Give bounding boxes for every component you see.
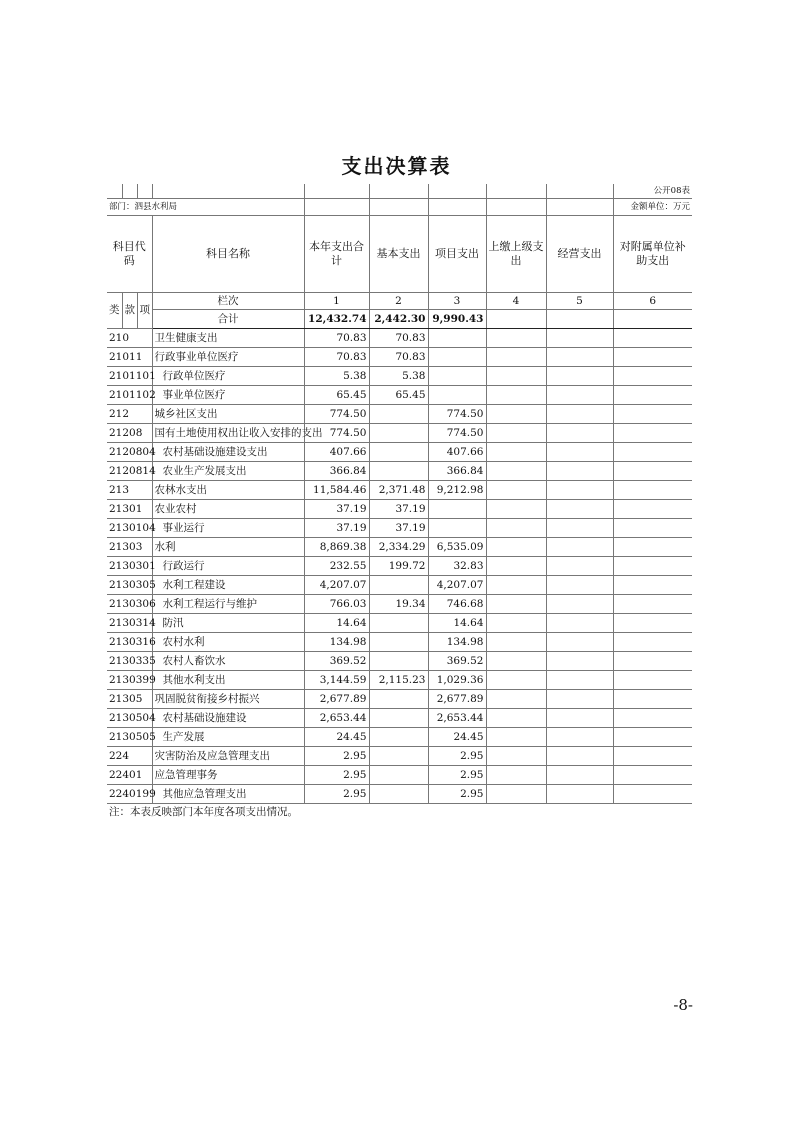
row-upper	[486, 652, 546, 671]
total-amount: 12,432.74	[304, 310, 369, 329]
row-project: 2,677.89	[428, 690, 486, 709]
form-code: 公开08表	[613, 184, 692, 199]
row-basic: 19.34	[369, 595, 428, 614]
row-subsidy	[613, 329, 692, 348]
row-upper	[486, 481, 546, 500]
row-name: 农林水支出	[152, 481, 304, 500]
row-name: 农村基础设施建设	[152, 709, 304, 728]
row-basic	[369, 728, 428, 747]
row-basic	[369, 633, 428, 652]
row-business	[546, 462, 613, 481]
row-subsidy	[613, 785, 692, 804]
row-name: 卫生健康支出	[152, 329, 304, 348]
row-upper	[486, 557, 546, 576]
row-upper	[486, 576, 546, 595]
row-subsidy	[613, 595, 692, 614]
row-business	[546, 728, 613, 747]
row-project	[428, 367, 486, 386]
total-label: 合计	[152, 310, 304, 329]
row-total: 14.64	[304, 614, 369, 633]
row-total: 24.45	[304, 728, 369, 747]
table-row	[107, 766, 692, 785]
row-code: 2130301	[107, 557, 152, 576]
row-business	[546, 424, 613, 443]
row-code: 2101101	[107, 367, 152, 386]
row-subsidy	[613, 766, 692, 785]
row-subsidy	[613, 576, 692, 595]
row-subsidy	[613, 348, 692, 367]
col-index-1: 1	[304, 293, 369, 310]
row-name: 应急管理事务	[152, 766, 304, 785]
header-subsidy: 对附属单位补助支出	[613, 216, 692, 293]
row-project: 14.64	[428, 614, 486, 633]
row-business	[546, 405, 613, 424]
table-note: 注：本表反映部门本年度各项支出情况。	[109, 806, 298, 818]
row-total: 65.45	[304, 386, 369, 405]
row-code: 2130314	[107, 614, 152, 633]
row-project: 32.83	[428, 557, 486, 576]
header-lei: 类	[107, 293, 122, 329]
row-project: 366.84	[428, 462, 486, 481]
table-row	[107, 652, 692, 671]
row-business	[546, 766, 613, 785]
row-upper	[486, 709, 546, 728]
row-subsidy	[613, 633, 692, 652]
row-basic	[369, 576, 428, 595]
row-project: 134.98	[428, 633, 486, 652]
table-row	[107, 519, 692, 538]
row-project: 4,207.07	[428, 576, 486, 595]
row-subsidy	[613, 652, 692, 671]
header-business: 经营支出	[546, 216, 613, 293]
row-basic	[369, 405, 428, 424]
row-name: 事业运行	[152, 519, 304, 538]
row-total: 774.50	[304, 424, 369, 443]
table-row	[107, 500, 692, 519]
row-business	[546, 614, 613, 633]
row-code: 21303	[107, 538, 152, 557]
page-number: -8-	[673, 996, 693, 1014]
row-code: 213	[107, 481, 152, 500]
row-basic	[369, 462, 428, 481]
row-subsidy	[613, 424, 692, 443]
row-total: 3,144.59	[304, 671, 369, 690]
row-basic	[369, 690, 428, 709]
expenditure-table	[107, 184, 692, 820]
header-code: 科目代码	[107, 216, 152, 293]
row-subsidy	[613, 481, 692, 500]
row-subsidy	[613, 747, 692, 766]
row-business	[546, 481, 613, 500]
header-upper: 上缴上级支出	[486, 216, 546, 293]
row-total: 232.55	[304, 557, 369, 576]
row-name: 水利	[152, 538, 304, 557]
row-basic: 65.45	[369, 386, 428, 405]
row-basic: 199.72	[369, 557, 428, 576]
row-name: 国有土地使用权出让收入安排的支出	[152, 424, 304, 443]
row-name: 水利工程建设	[152, 576, 304, 595]
row-basic	[369, 614, 428, 633]
page-title: 支出决算表	[341, 154, 452, 178]
row-code: 2130335	[107, 652, 152, 671]
row-name: 行政事业单位医疗	[152, 348, 304, 367]
row-project: 9,212.98	[428, 481, 486, 500]
table-row	[107, 614, 692, 633]
row-project: 774.50	[428, 405, 486, 424]
row-code: 2130305	[107, 576, 152, 595]
row-total: 2.95	[304, 785, 369, 804]
table-row	[107, 728, 692, 747]
row-project: 774.50	[428, 424, 486, 443]
row-upper	[486, 633, 546, 652]
row-basic	[369, 785, 428, 804]
table-row	[107, 348, 692, 367]
row-basic: 2,334.29	[369, 538, 428, 557]
row-project	[428, 348, 486, 367]
row-business	[546, 329, 613, 348]
table-row	[107, 367, 692, 386]
row-total: 70.83	[304, 348, 369, 367]
header-xiang: 项	[137, 293, 152, 329]
row-name: 生产发展	[152, 728, 304, 747]
row-project: 6,535.09	[428, 538, 486, 557]
row-upper	[486, 367, 546, 386]
row-upper	[486, 443, 546, 462]
row-total: 2,653.44	[304, 709, 369, 728]
table-row	[107, 709, 692, 728]
row-code: 2130306	[107, 595, 152, 614]
row-name: 农业生产发展支出	[152, 462, 304, 481]
row-subsidy	[613, 671, 692, 690]
row-upper	[486, 386, 546, 405]
row-business	[546, 595, 613, 614]
row-code: 21011	[107, 348, 152, 367]
row-code: 212	[107, 405, 152, 424]
row-business	[546, 709, 613, 728]
table-row	[107, 443, 692, 462]
row-project: 24.45	[428, 728, 486, 747]
row-basic	[369, 443, 428, 462]
row-code: 2130504	[107, 709, 152, 728]
row-total: 766.03	[304, 595, 369, 614]
row-code: 21305	[107, 690, 152, 709]
row-code: 21208	[107, 424, 152, 443]
row-basic: 5.38	[369, 367, 428, 386]
row-name: 灾害防治及应急管理支出	[152, 747, 304, 766]
col-index-5: 5	[546, 293, 613, 310]
row-subsidy	[613, 367, 692, 386]
row-name: 水利工程运行与维护	[152, 595, 304, 614]
row-code: 2101102	[107, 386, 152, 405]
row-subsidy	[613, 614, 692, 633]
row-business	[546, 747, 613, 766]
table-row	[107, 538, 692, 557]
header-basic: 基本支出	[369, 216, 428, 293]
col-index-2: 2	[369, 293, 428, 310]
table-row	[107, 424, 692, 443]
row-name: 农村水利	[152, 633, 304, 652]
row-total: 407.66	[304, 443, 369, 462]
row-business	[546, 367, 613, 386]
row-total: 2,677.89	[304, 690, 369, 709]
row-subsidy	[613, 462, 692, 481]
row-code: 210	[107, 329, 152, 348]
row-name: 巩固脱贫衔接乡村振兴	[152, 690, 304, 709]
row-code: 22401	[107, 766, 152, 785]
row-upper	[486, 766, 546, 785]
row-basic: 2,115.23	[369, 671, 428, 690]
row-project: 369.52	[428, 652, 486, 671]
row-total: 5.38	[304, 367, 369, 386]
row-total: 8,869.38	[304, 538, 369, 557]
table-row	[107, 785, 692, 804]
row-business	[546, 671, 613, 690]
row-total: 369.52	[304, 652, 369, 671]
row-subsidy	[613, 386, 692, 405]
row-basic	[369, 709, 428, 728]
row-name: 农业农村	[152, 500, 304, 519]
table-row	[107, 481, 692, 500]
row-business	[546, 690, 613, 709]
row-name: 农村人畜饮水	[152, 652, 304, 671]
table-row	[107, 671, 692, 690]
row-upper	[486, 462, 546, 481]
row-code: 2130399	[107, 671, 152, 690]
row-code: 224	[107, 747, 152, 766]
row-subsidy	[613, 405, 692, 424]
row-upper	[486, 671, 546, 690]
row-project: 2.95	[428, 785, 486, 804]
row-upper	[486, 747, 546, 766]
total-project: 9,990.43	[428, 310, 486, 329]
row-name: 城乡社区支出	[152, 405, 304, 424]
row-name: 事业单位医疗	[152, 386, 304, 405]
row-basic: 70.83	[369, 348, 428, 367]
row-basic: 2,371.48	[369, 481, 428, 500]
row-basic: 37.19	[369, 519, 428, 538]
row-upper	[486, 690, 546, 709]
col-index-4: 4	[486, 293, 546, 310]
row-subsidy	[613, 557, 692, 576]
row-name: 其他水利支出	[152, 671, 304, 690]
row-project: 2.95	[428, 747, 486, 766]
table-row	[107, 576, 692, 595]
row-name: 防汛	[152, 614, 304, 633]
row-upper	[486, 405, 546, 424]
table-row	[107, 747, 692, 766]
row-subsidy	[613, 443, 692, 462]
row-total: 37.19	[304, 519, 369, 538]
row-name: 农村基础设施建设支出	[152, 443, 304, 462]
row-basic	[369, 652, 428, 671]
unit-label: 金额单位：万元	[613, 199, 692, 216]
row-upper	[486, 519, 546, 538]
row-name: 行政运行	[152, 557, 304, 576]
row-basic: 37.19	[369, 500, 428, 519]
row-basic: 70.83	[369, 329, 428, 348]
table-row	[107, 633, 692, 652]
table-row	[107, 595, 692, 614]
row-total: 774.50	[304, 405, 369, 424]
row-basic	[369, 747, 428, 766]
header-name: 科目名称	[152, 216, 304, 293]
table-row	[107, 557, 692, 576]
header-lanci: 栏次	[152, 293, 304, 310]
row-subsidy	[613, 500, 692, 519]
row-business	[546, 443, 613, 462]
row-project: 1,029.36	[428, 671, 486, 690]
row-business	[546, 500, 613, 519]
row-business	[546, 348, 613, 367]
row-business	[546, 633, 613, 652]
row-business	[546, 519, 613, 538]
row-project: 746.68	[428, 595, 486, 614]
table-row	[107, 329, 692, 348]
row-subsidy	[613, 519, 692, 538]
row-total: 37.19	[304, 500, 369, 519]
row-project	[428, 329, 486, 348]
row-code: 21301	[107, 500, 152, 519]
row-code: 2120804	[107, 443, 152, 462]
row-subsidy	[613, 538, 692, 557]
row-business	[546, 538, 613, 557]
row-business	[546, 652, 613, 671]
table-row	[107, 386, 692, 405]
row-upper	[486, 614, 546, 633]
row-project: 2.95	[428, 766, 486, 785]
row-basic	[369, 424, 428, 443]
table-row	[107, 405, 692, 424]
header-total: 本年支出合计	[304, 216, 369, 293]
row-code: 2120814	[107, 462, 152, 481]
row-upper	[486, 500, 546, 519]
header-project: 项目支出	[428, 216, 486, 293]
department-label: 部门：泗县水利局	[107, 199, 304, 216]
row-code: 2130316	[107, 633, 152, 652]
row-total: 2.95	[304, 747, 369, 766]
row-upper	[486, 538, 546, 557]
row-total: 366.84	[304, 462, 369, 481]
row-project: 407.66	[428, 443, 486, 462]
row-subsidy	[613, 728, 692, 747]
row-project	[428, 500, 486, 519]
row-project: 2,653.44	[428, 709, 486, 728]
row-upper	[486, 728, 546, 747]
row-project	[428, 386, 486, 405]
row-business	[546, 576, 613, 595]
row-code: 2240199	[107, 785, 152, 804]
row-total: 134.98	[304, 633, 369, 652]
row-upper	[486, 424, 546, 443]
col-index-6: 6	[613, 293, 692, 310]
row-code: 2130505	[107, 728, 152, 747]
row-total: 70.83	[304, 329, 369, 348]
row-total: 4,207.07	[304, 576, 369, 595]
row-subsidy	[613, 709, 692, 728]
row-subsidy	[613, 690, 692, 709]
row-name: 其他应急管理支出	[152, 785, 304, 804]
header-kuan: 款	[122, 293, 137, 329]
row-business	[546, 557, 613, 576]
row-name: 行政单位医疗	[152, 367, 304, 386]
row-basic	[369, 766, 428, 785]
row-upper	[486, 348, 546, 367]
row-business	[546, 785, 613, 804]
row-upper	[486, 329, 546, 348]
total-basic: 2,442.30	[369, 310, 428, 329]
row-business	[546, 386, 613, 405]
col-index-3: 3	[428, 293, 486, 310]
row-upper	[486, 785, 546, 804]
table-row	[107, 690, 692, 709]
row-total: 2.95	[304, 766, 369, 785]
row-project	[428, 519, 486, 538]
row-upper	[486, 595, 546, 614]
row-total: 11,584.46	[304, 481, 369, 500]
row-code: 2130104	[107, 519, 152, 538]
table-row	[107, 462, 692, 481]
